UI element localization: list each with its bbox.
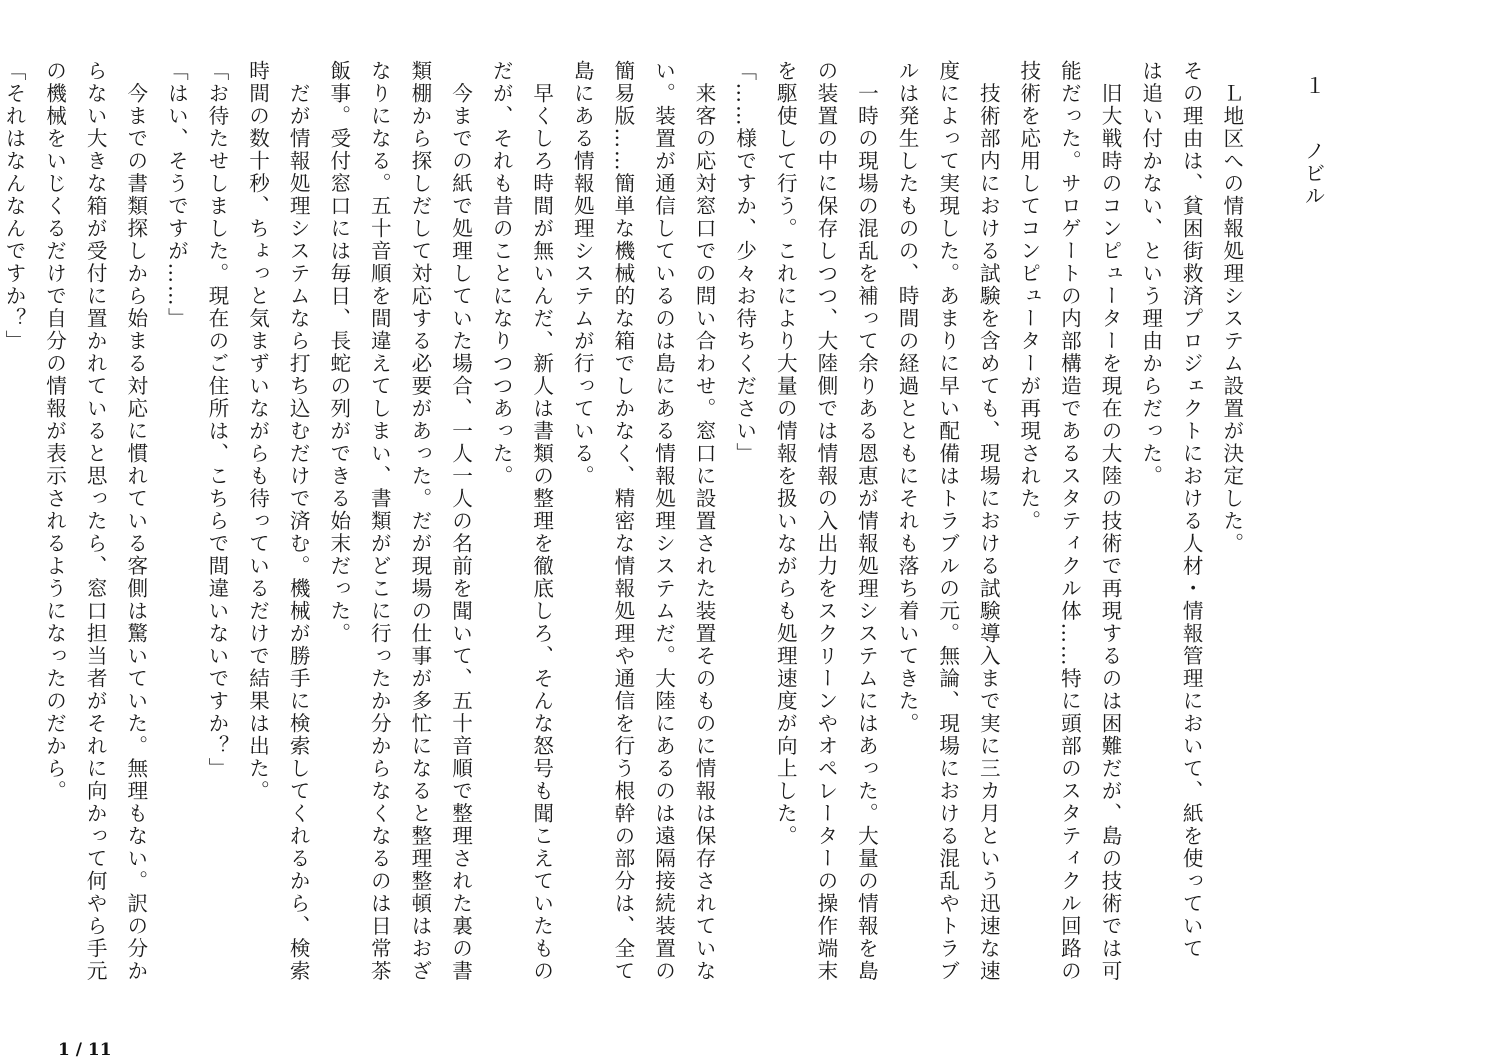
text-line: を駆使して行う。これにより大量の情報を扱いながらも処理速度が向上した。 [773, 60, 798, 848]
text-line: 「はい、そうですが……」 [164, 60, 189, 330]
text-line: らない大きな箱が受付に置かれていると思ったら、窓口担当者がそれに向かって何やら手元 [83, 60, 108, 983]
heading-spacer [1252, 60, 1293, 1020]
text-line: 度によって実現した。あまりに早い配備はトラブルの元。無論、現場における混乱やトラブ [935, 60, 960, 983]
text-line: 「お待たせしました。現在のご住所は、こちらで間違いないですか？」 [204, 60, 229, 780]
text-line: その理由は、貧困街救済プロジェクトにおける人材・情報管理において、紙を使っていて [1179, 60, 1204, 960]
text-line: ルは発生したものの、時間の経過とともにそれも落ち着いてきた。 [895, 60, 920, 735]
text-line: 早くしろ時間が無いんだ、新人は書類の整理を徹底しろ、そんな怒号も聞こえていたもの [529, 60, 554, 983]
text-line: 飯事。受付窓口には毎日、長蛇の列ができる始末だった。 [326, 60, 351, 645]
text-line: Ｌ地区への情報処理システム設置が決定した。 [1219, 60, 1244, 555]
text-line: 技術を応用してコンピューターが再現された。 [1016, 60, 1041, 533]
text-line: 「……様ですか、少々お待ちください」 [732, 60, 757, 465]
text-line: は追い付かない、という理由からだった。 [1138, 60, 1163, 488]
text-line: 島にある情報処理システムが行っている。 [570, 60, 595, 488]
chapter-heading [1292, 60, 1333, 1020]
text-line: の機械をいじくるだけで自分の情報が表示されるようになったのだから。 [42, 60, 67, 803]
text-line: の装置の中に保存しつつ、大陸側では情報の入出力をスクリーンやオペレーターの操作端末 [813, 60, 838, 983]
text-line: だが、それも昔のことになりつつあった。 [489, 60, 514, 488]
text-line: 今までの書類探しから始まる対応に慣れている客側は驚いていた。無理もない。訳の分か [123, 60, 148, 983]
vertical-text-body [2, 60, 1333, 1020]
text-line: 「それはなんなんですか？」 [2, 60, 26, 353]
text-line: 能だった。サロゲートの内部構造であるスタティクル体……特に頭部のスタティクル回路の [1057, 60, 1082, 983]
chapter-number: １ [1301, 75, 1325, 98]
text-line: 類棚から探しだして対応する必要があった。だが現場の仕事が多忙になると整理整頓はおざ [407, 60, 432, 983]
text-line: 今までの紙で処理していた場合、一人一人の名前を聞いて、五十音順で整理された裏の書 [448, 60, 473, 983]
page-number: 1 / 11 [58, 1040, 112, 1060]
text-line: 一時の現場の混乱を補って余りある恩恵が情報処理システムにはあった。大量の情報を島 [854, 60, 879, 983]
text-line: 旧大戦時のコンピューターを現在の大陸の技術で再現するのは困難だが、島の技術では可 [1098, 60, 1123, 983]
text-line: 技術部内における試験を含めても、現場における試験導入まで実に三カ月という迅速な速 [976, 60, 1001, 983]
text-line: なりになる。五十音順を間違えてしまい、書類がどこに行ったか分からなくなるのは日常茶 [367, 60, 392, 983]
text-line: 来客の応対窓口での問い合わせ。窓口に設置された装置そのものに情報は保存されていな [692, 60, 717, 983]
text-line: 時間の数十秒、ちょっと気まずいながらも待っているだけで結果は出た。 [245, 60, 270, 803]
text-line: 簡易版……簡単な機械的な箱でしかなく、精密な情報処理や通信を行う根幹の部分は、全て [610, 60, 635, 983]
text-line: だが情報処理システムなら打ち込むだけで済む。機械が勝手に検索してくれるから、検索 [286, 60, 311, 983]
text-line: い。装置が通信しているのは島にある情報処理システムだ。大陸にあるのは遠隔接続装置の [651, 60, 676, 983]
chapter-title: ノビル [1301, 140, 1325, 208]
